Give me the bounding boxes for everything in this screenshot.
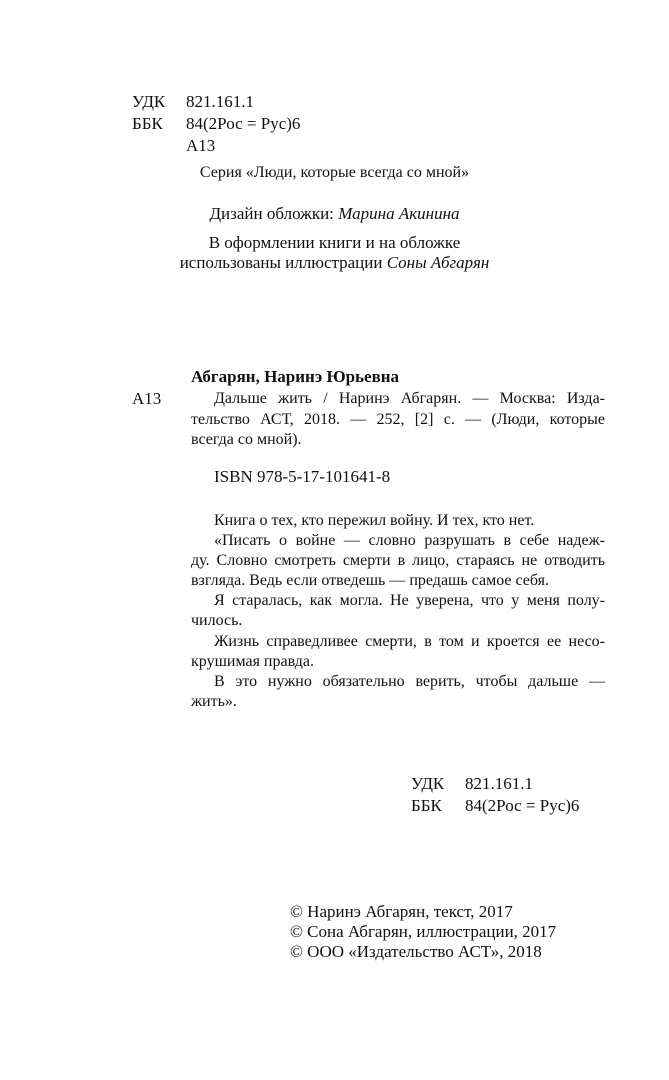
illustrations-text: использованы иллюстрации xyxy=(179,253,387,272)
bottom-udk-label: УДК xyxy=(411,774,445,793)
top-bbk-label: ББК xyxy=(132,114,163,133)
annotation-line: Книга о тех, кто пережил войну. И тех, кто нет. xyxy=(214,512,535,529)
isbn: ISBN 978-5-17-101641-8 xyxy=(214,467,391,486)
illustrations-line-2 xyxy=(0,253,669,273)
annotation-line: чилось. xyxy=(191,612,243,629)
copyright-line: © ООО «Издательство АСТ», 2018 xyxy=(290,942,542,961)
top-udk-label: УДК xyxy=(132,92,166,111)
cover-design-label: Дизайн обложки: xyxy=(209,204,339,223)
copyright-line: © Наринэ Абгарян, текст, 2017 xyxy=(290,902,513,921)
bottom-udk-line xyxy=(411,774,533,794)
catalog-desc-line-2: тельство АСТ, 2018. — 252, [2] с. — (Люди, которые xyxy=(191,411,605,428)
annotation-line: В это нужно обязательно верить, чтобы дальше — xyxy=(214,673,605,690)
top-udk-value: 821.161.1 xyxy=(186,92,254,111)
top-bbk-line xyxy=(132,114,300,134)
copyright-line: © Сона Абгарян, иллюстрации, 2017 xyxy=(290,922,557,941)
bottom-udk-value: 821.161.1 xyxy=(465,774,533,793)
top-udk-line xyxy=(132,92,254,112)
annotation-line: крушимая правда. xyxy=(191,653,314,670)
annotation-line: Я старалась, как могла. Не уверена, что у меня полу- xyxy=(214,592,605,609)
bottom-bbk-value: 84(2Рос = Рус)6 xyxy=(465,796,580,815)
annotation-line: Жизнь справедливее смерти, в том и кроется ее несо- xyxy=(214,633,605,650)
top-author-mark: А13 xyxy=(186,136,216,155)
cover-design-line xyxy=(0,204,669,224)
catalog-desc-line-3: всегда со мной). xyxy=(191,431,302,448)
annotation-line: «Писать о войне — словно разрушать в себе надеж- xyxy=(214,532,605,549)
annotation-line: взгляда. Ведь если отведешь — предашь самое себя. xyxy=(191,572,549,589)
top-bbk-value: 84(2Рос = Рус)6 xyxy=(186,114,301,133)
annotation-line: жить». xyxy=(191,693,237,710)
annotation-line: ду. Словно смотреть смерти в лицо, стараясь не отводить xyxy=(191,552,605,569)
series-line: Серия «Люди, которые всегда со мной» xyxy=(199,164,470,181)
catalog-author-heading: Абгарян, Наринэ Юрьевна xyxy=(191,367,400,386)
illustrations-line-1: В оформлении книги и на обложке xyxy=(208,233,461,252)
cover-designer-name: Марина Акинина xyxy=(338,204,460,223)
catalog-desc-line-1: Дальше жить / Наринэ Абгарян. — Москва: Изда- xyxy=(214,390,605,407)
bottom-bbk-label: ББК xyxy=(411,796,442,815)
illustrator-name: Соны Абгарян xyxy=(386,253,490,272)
bottom-bbk-line xyxy=(411,796,579,816)
catalog-mark: А13 xyxy=(132,389,162,408)
